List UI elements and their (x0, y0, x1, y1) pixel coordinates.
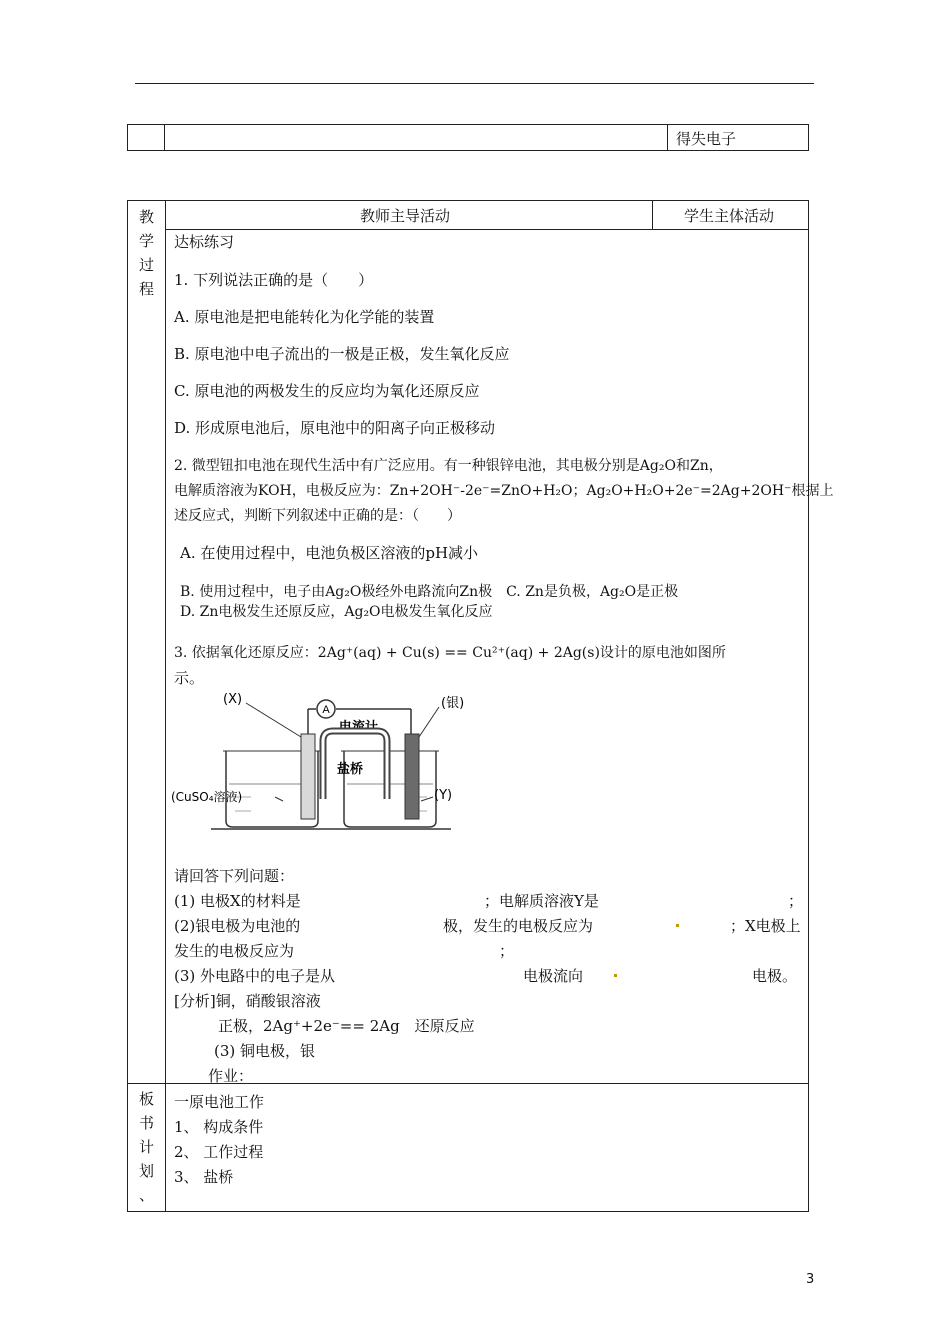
q3-p2c: ；X电极上 (730, 917, 801, 935)
label-cuso4: (CuSO₄溶液) (171, 790, 243, 804)
q1-stem: 1. 下列说法正确的是（ ） (174, 271, 374, 289)
col-divider (164, 125, 165, 150)
q2-option-d: D. Zn电极发生还原反应，Ag₂O电极发生氧化反应 (180, 604, 493, 620)
homework-label: 作业： (208, 1067, 254, 1085)
q3-p1c: ； (788, 892, 804, 910)
electrode-silver (405, 734, 419, 819)
board-item-1: 1、 构成条件 (174, 1118, 264, 1136)
q3-p3c: 电极。 (752, 967, 798, 985)
q3-line1: 3. 依据氧化还原反应：2Ag⁺(aq) + Cu(s) == Cu²⁺(aq) + 2Ag(s)设计的原电池如图所 (174, 645, 726, 661)
q2-option-a: A. 在使用过程中，电池负极区溶液的pH减小 (180, 544, 479, 562)
top-table-cell: 得失电子 (676, 130, 737, 148)
q2-line3: 述反应式，判断下列叙述中正确的是：（ ） (174, 508, 461, 524)
main-table (127, 200, 834, 1212)
top-table (127, 124, 809, 151)
board-item-2: 2、 工作过程 (174, 1143, 264, 1161)
galvanic-cell-diagram (171, 689, 491, 839)
section-title: 达标练习 (174, 233, 235, 251)
header-teacher: 教师主导活动 (360, 207, 451, 225)
q1-option-d: D. 形成原电池后，原电池中的阳离子向正极移动 (174, 419, 496, 437)
label-silver: (银) (441, 696, 465, 711)
q3-p1a: (1) 电极X的材料是 (174, 892, 301, 910)
highlight-dot (676, 915, 679, 933)
q1-option-a: A. 原电池是把电能转化为化学能的装置 (174, 308, 435, 326)
q2-option-b: B. 使用过程中，电子由Ag₂O极经外电路流向Zn极 C. Zn是负极，Ag₂O是正极 (180, 584, 679, 600)
pointer-line (246, 703, 301, 737)
ammeter-label: A (322, 704, 330, 716)
side-label-process: 教 学 过 程 (138, 208, 154, 298)
page-number: 3 (806, 1272, 815, 1287)
col-divider (667, 125, 668, 150)
q3-p3a: (3) 外电路中的电子是从 (174, 967, 336, 985)
analysis-3: (3) 铜电极，银 (214, 1042, 316, 1060)
electrode-x (301, 734, 315, 819)
col-divider (165, 201, 166, 1211)
q2-line2: 电解质溶液为KOH，电极反应为：Zn+2OH⁻-2e⁻=ZnO+H₂O；Ag₂O+H₂O+2e⁻=2Ag+2OH⁻根据上 (174, 483, 834, 499)
row-divider (165, 229, 808, 230)
q3-p1b: ；电解质溶液Y是 (484, 892, 599, 910)
q3-p2a: (2)银电极为电池的 (174, 917, 301, 935)
col-divider (652, 201, 653, 229)
highlight-dot (614, 965, 617, 983)
header-rule (135, 83, 814, 84)
analysis-1: [分析]铜，硝酸银溶液 (174, 992, 321, 1010)
analysis-2: 正极，2Ag⁺+2e⁻== 2Ag 还原反应 (218, 1017, 475, 1035)
q3-ask: 请回答下列问题： (174, 867, 295, 885)
q1-option-c: C. 原电池的两极发生的反应均为氧化还原反应 (174, 382, 480, 400)
board-title: 一原电池工作 (174, 1093, 265, 1111)
q3-p3b: 电极流向 (523, 967, 584, 985)
bridge-label: 盐桥 (337, 762, 364, 777)
q3-p2e: ； (499, 942, 515, 960)
q3-p2d: 发生的电极反应为 (174, 942, 295, 960)
q3-line2: 示。 (174, 669, 205, 687)
pointer-line (275, 797, 283, 801)
side-label-board: 板 书 计 划 、 (138, 1090, 154, 1204)
board-item-3: 3、 盐桥 (174, 1168, 234, 1186)
pointer-line (421, 797, 433, 801)
q2-line1: 2. 微型钮扣电池在现代生活中有广泛应用。有一种银锌电池，其电极分别是Ag₂O和Zn， (174, 458, 723, 474)
q3-p2b: 极，发生的电极反应为 (443, 917, 594, 935)
meter-label: 电流计 (339, 720, 379, 735)
label-x: (X) (223, 692, 243, 707)
q1-option-b: B. 原电池中电子流出的一极是正极，发生氧化反应 (174, 345, 510, 363)
pointer-line (419, 707, 439, 737)
label-y: (Y) (434, 788, 453, 803)
header-student: 学生主体活动 (684, 207, 775, 225)
